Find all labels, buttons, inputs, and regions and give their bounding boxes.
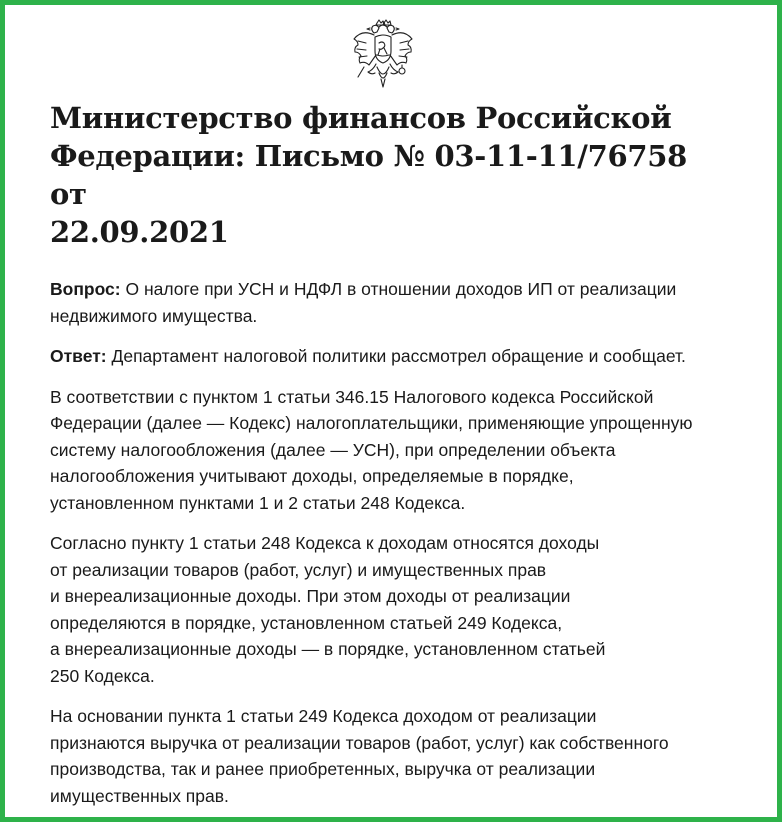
question-label: Вопрос:: [50, 279, 121, 299]
body-paragraph: [50, 384, 750, 517]
paragraph-line: и внереализационные доходы. При этом доходы от реализации: [50, 586, 571, 606]
paragraph-line: имущественных прав.: [50, 785, 229, 806]
title-line-2: Федерации: Письмо № 03-11-11/76758 от: [50, 139, 687, 211]
paragraph-line: установленном пунктами 1 и 2 статьи 248 Кодекса.: [50, 492, 466, 513]
question-text-line: О налоге при УСН и НДФЛ в отношении доходов ИП от реализации: [120, 279, 677, 299]
question-text-line: недвижимого имущества.: [50, 305, 258, 326]
title-line-1: Министерство финансов Российской: [50, 101, 672, 135]
body-paragraph: [50, 530, 750, 689]
russian-coat-of-arms-icon: [350, 19, 416, 91]
paragraph-line: В соответствии с пунктом 1 статьи 346.15 Налогового кодекса Российской: [50, 386, 654, 407]
document-title: [50, 99, 710, 251]
paragraph-line: а внереализационные доходы — в порядке, установленном статьей: [50, 639, 606, 659]
paragraph-line: 250 Кодекса.: [50, 665, 155, 686]
paragraph-line: от реализации товаров (работ, услуг) и имущественных прав: [50, 559, 547, 580]
answer-paragraph: [50, 343, 750, 370]
question-paragraph: [50, 276, 750, 329]
body-paragraph: [50, 703, 750, 809]
document-body: [50, 276, 750, 823]
paragraph-line: Согласно пункту 1 статьи 248 Кодекса к доходам относятся доходы: [50, 533, 600, 553]
title-line-3: 22.09.2021: [50, 215, 229, 249]
paragraph-line: определяются в порядке, установленном статьей 249 Кодекса,: [50, 612, 563, 633]
paragraph-line: налогообложения учитывают доходы, определяемые в порядке,: [50, 466, 574, 486]
paragraph-line: систему налогообложения (далее — УСН), при определении объекта: [50, 439, 616, 460]
paragraph-line: производства, так и ранее приобретенных, выручка от реализации: [50, 759, 596, 779]
paragraph-line: Федерации (далее — Кодекс) налогоплательщики, применяющие упрощенную: [50, 413, 693, 433]
answer-label: Ответ:: [50, 346, 107, 366]
paragraph-line: На основании пункта 1 статьи 249 Кодекса доходом от реализации: [50, 706, 597, 726]
answer-text-line: Департамент налоговой политики рассмотрел обращение и сообщает.: [106, 346, 686, 366]
paragraph-line: признаются выручка от реализации товаров (работ, услуг) как собственного: [50, 732, 669, 753]
